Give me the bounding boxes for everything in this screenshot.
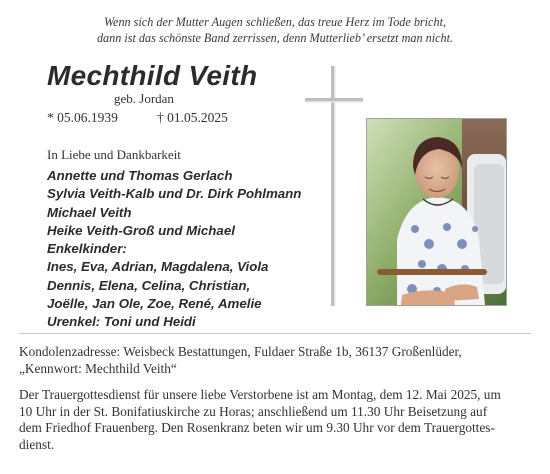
birth-date: * 05.06.1939 [47,110,118,125]
mourner-line: Enkelkinder: [47,241,127,257]
funeral-service-notice [19,387,534,453]
service-line-4: dienst. [19,436,55,452]
memorial-quote [0,14,550,46]
quote-line-1: Wenn sich der Mutter Augen schließen, das treue Herz im Tode bricht, [104,15,446,29]
birth-name: geb. Jordan [114,91,174,106]
service-line-1: Der Trauergottesdienst für unsere liebe Verstorbene ist am Montag, dem 12. Mai 2025, um [19,387,501,402]
mourner-line: Sylvia Veith-Kalb und Dr. Dirk Pohlmann [47,186,302,202]
section-divider [19,333,531,334]
portrait-photo [366,118,507,306]
service-line-2: 10 Uhr in der St. Bonifatiuskirche zu Horas; anschließend um 11.30 Uhr Beisetzung auf [19,403,488,419]
mourner-line: Dennis, Elena, Celina, Christian, [47,277,251,293]
mourners-list [47,167,301,332]
quote-line-2: dann ist das schönste Band zerrissen, denn Mutterlieb’ ersetzt man nicht. [96,31,454,45]
deceased-name: Mechthild Veith [47,60,258,91]
condolence-line-1: Kondolenzadresse: Weisbeck Bestattungen, Fuldaer Straße 1b, 36137 Großenlüder, [19,344,462,359]
mourner-line: Heike Veith-Groß und Michael [47,222,235,238]
cross-icon [305,66,363,306]
mourner-line: Michael Veith [47,204,132,220]
service-line-3: dem Friedhof Frauenberg. Den Rosenkranz beten wir um 9.30 Uhr vor dem Trauergottes- [19,420,495,435]
condolence-line-2: „Kennwort: Mechthild Veith“ [19,360,177,376]
mourner-line: Annette und Thomas Gerlach [47,168,233,183]
death-date: † 01.05.2025 [157,110,228,125]
condolence-address [19,344,534,377]
mourner-line: Joëlle, Jan Ole, Zoe, René, Amelie [47,296,262,312]
mourner-line: Ines, Eva, Adrian, Magdalena, Viola [47,259,269,275]
mourning-intro: In Liebe und Dankbarkeit [47,147,181,162]
mourner-line: Urenkel: Toni und Heidi [47,314,196,330]
